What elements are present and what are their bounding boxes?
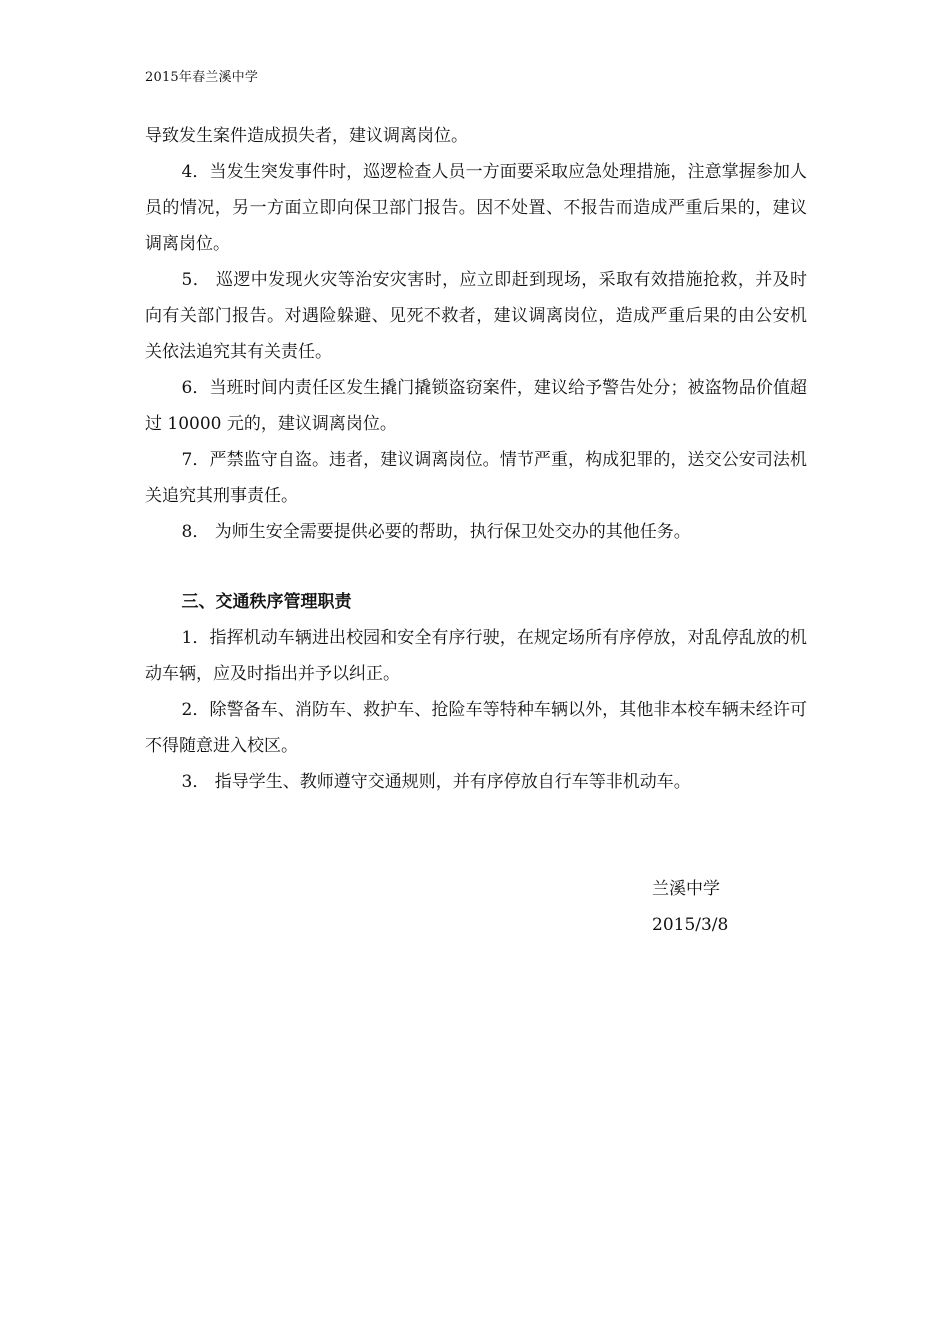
paragraph-item-4: 4．当发生突发事件时，巡逻检查人员一方面要采取应急处理措施，注意掌握参加人员的情况，另一方面立即向保卫部门报告。因不处置、不报告而造成严重后果的，建议调离岗位。 bbox=[145, 162, 807, 254]
traffic-item-2: 2．除警备车、消防车、救护车、抢险车等特种车辆以外，其他非本校车辆未经许可不得随意进入校区。 bbox=[145, 700, 807, 756]
signature-block bbox=[652, 871, 728, 943]
page-header: 2015年春兰溪中学 bbox=[145, 70, 259, 85]
paragraph-item-8: 8． 为师生安全需要提供必要的帮助，执行保卫处交办的其他任务。 bbox=[181, 522, 691, 542]
paragraph-continuation: 导致发生案件造成损失者，建议调离岗位。 bbox=[145, 126, 468, 146]
paragraph-item-6: 6．当班时间内责任区发生撬门撬锁盗窃案件，建议给予警告处分；被盗物品价值超过 10000 元的，建议调离岗位。 bbox=[145, 378, 807, 434]
section-spacer bbox=[145, 550, 807, 584]
document-body bbox=[145, 118, 807, 800]
traffic-item-1: 1．指挥机动车辆进出校园和安全有序行驶，在规定场所有序停放，对乱停乱放的机动车辆，应及时指出并予以纠正。 bbox=[145, 628, 807, 684]
paragraph-item-5: 5． 巡逻中发现火灾等治安灾害时，应立即赶到现场，采取有效措施抢救，并及时向有关部门报告。对遇险躲避、见死不救者，建议调离岗位，造成严重后果的由公安机关依法追究其有关责任。 bbox=[145, 270, 807, 362]
paragraph-item-7: 7．严禁监守自盗。违者，建议调离岗位。情节严重，构成犯罪的，送交公安司法机关追究其刑事责任。 bbox=[145, 450, 807, 506]
signature-org: 兰溪中学 bbox=[652, 879, 720, 899]
signature-date: 2015/3/8 bbox=[652, 915, 729, 935]
traffic-item-3: 3． 指导学生、教师遵守交通规则，并有序停放自行车等非机动车。 bbox=[181, 772, 691, 792]
section-title-traffic: 三、交通秩序管理职责 bbox=[181, 592, 352, 612]
